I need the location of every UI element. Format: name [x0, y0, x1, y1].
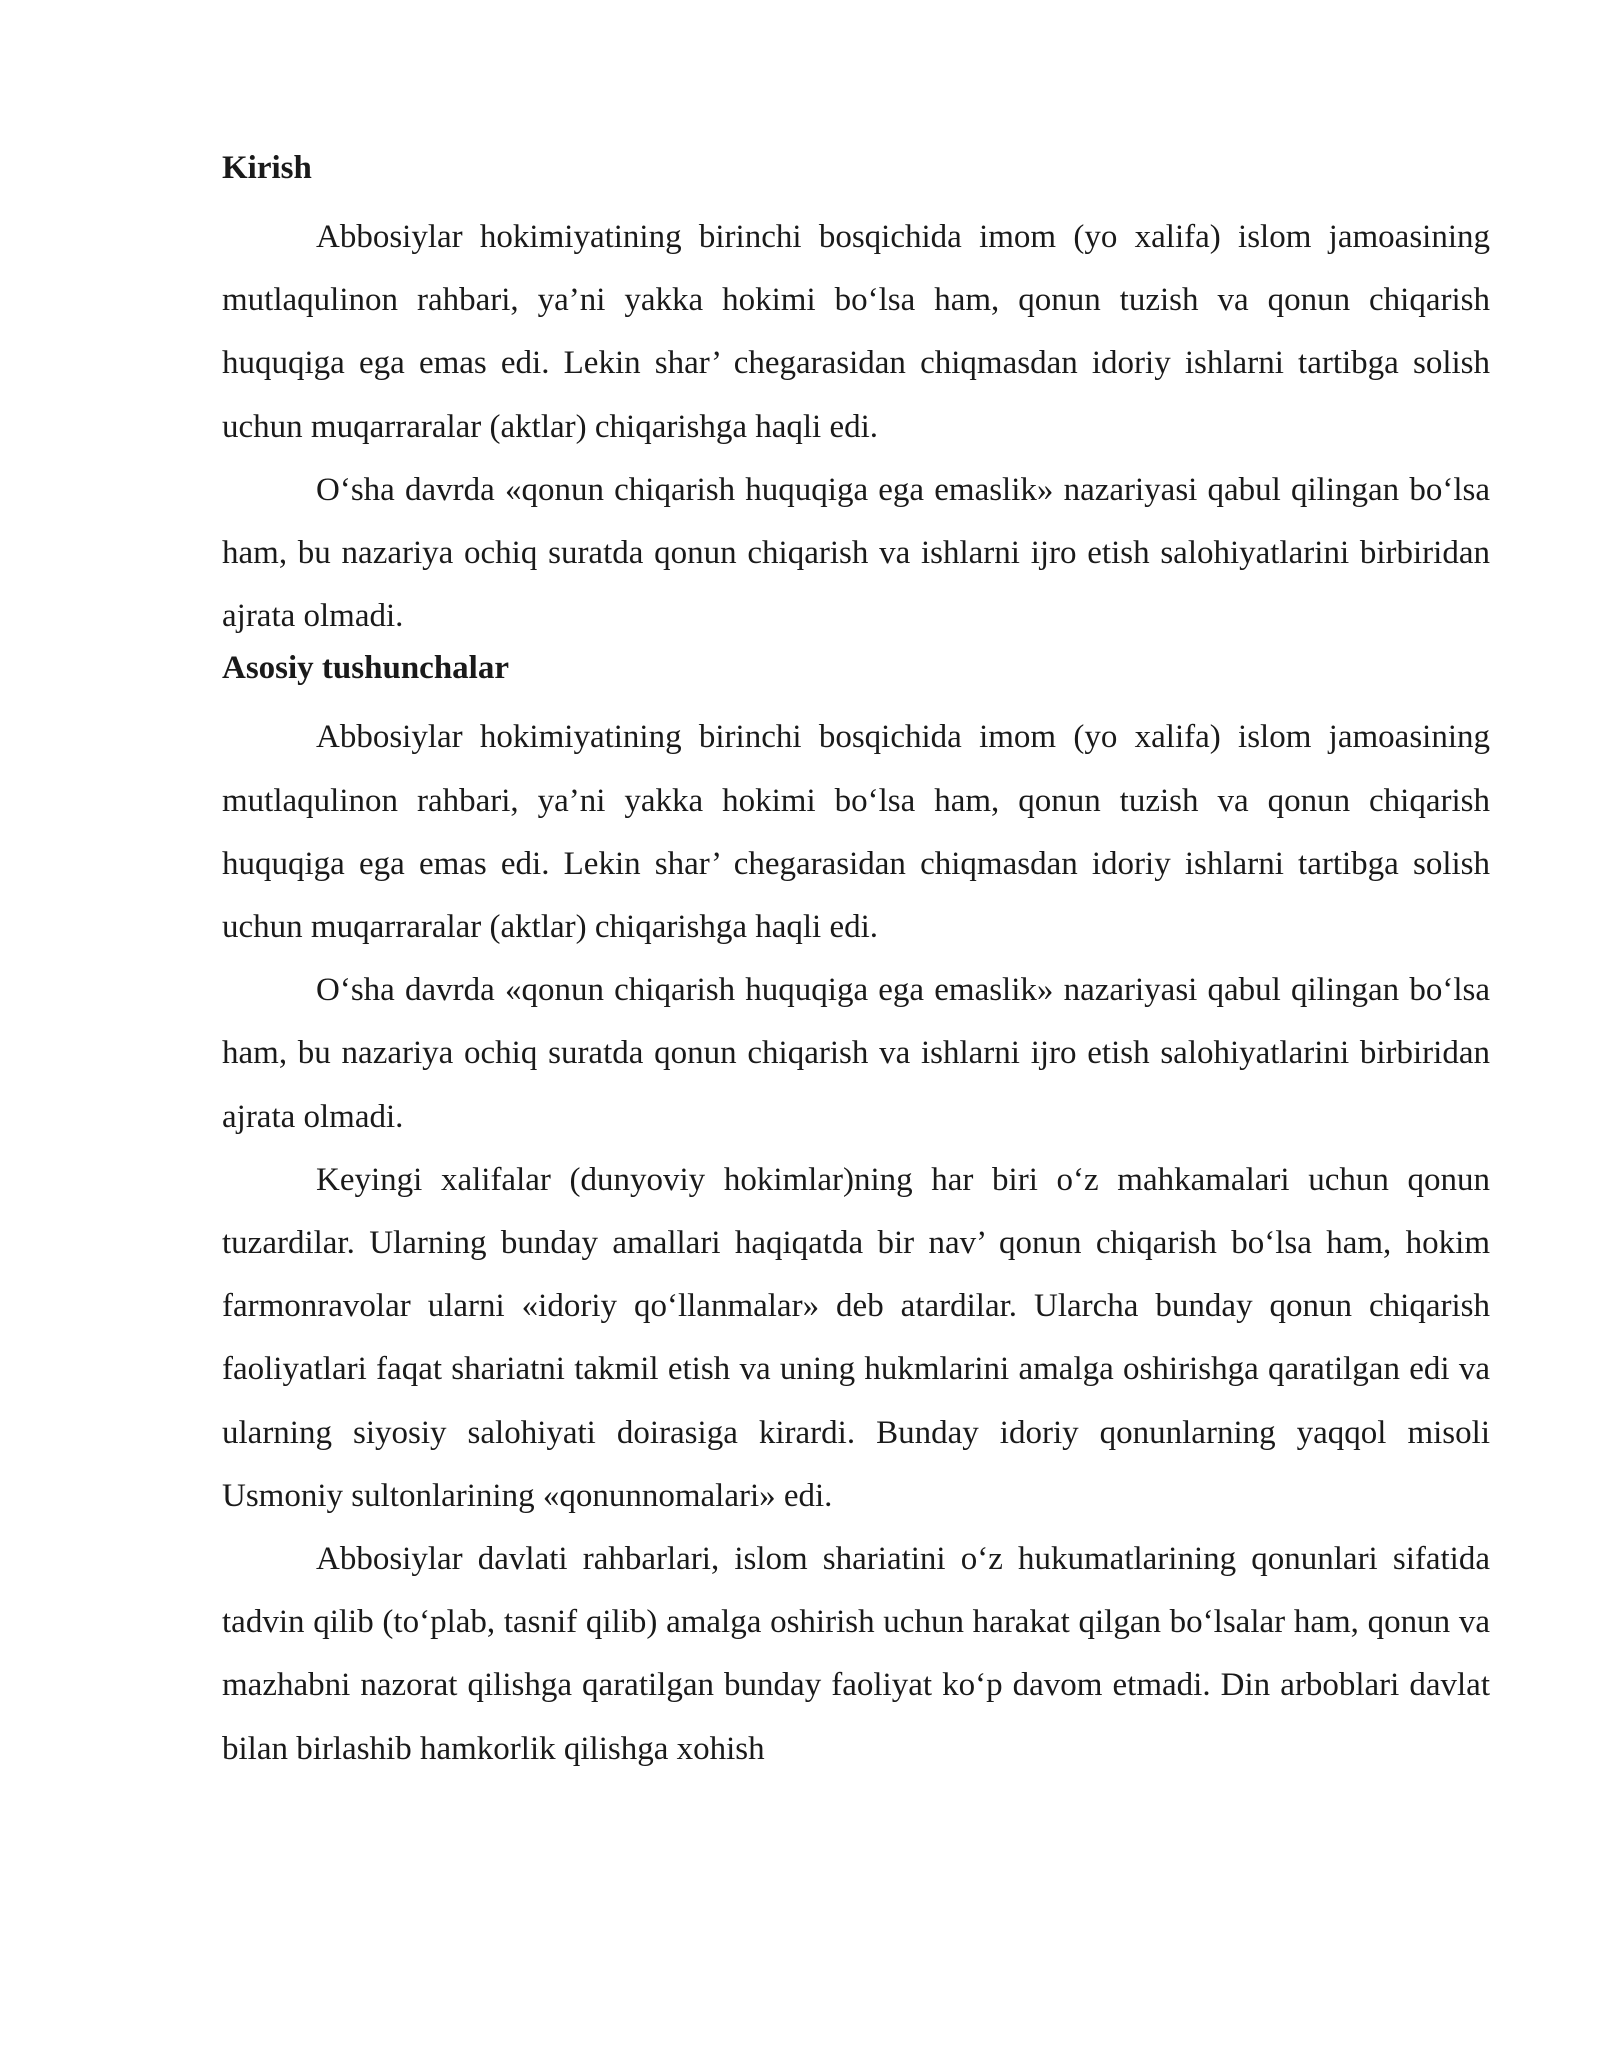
paragraph: O‘sha davrda «qonun chiqarish huquqiga ega emaslik» nazariyasi qabul qilingan bo‘lsa ham, bu nazariya ochiq suratda qonun chiqarish va ishlarni ijro etish salohiyatlarini birbiridan ajrata olmadi. — [222, 471, 1490, 635]
section-heading-asosiy-tushunchalar: Asosiy tushunchalar — [222, 650, 509, 687]
section-heading-kirish: Kirish — [222, 150, 312, 186]
paragraph: Abbosiylar hokimiyatining birinchi bosqichida imom (yo xalifa) islom jamoasining mutlaqulinon rahbari, ya’ni yakka hokimi bo‘lsa ham, qonun tuzish va qonun chiqarish huquqiga ega emas edi. Lekin shar’ chegarasidan chiqmasdan idoriy ishlarni tartibga solish uchun muqarraralar (aktlar) chiqarishga haqli edi. — [222, 219, 1490, 445]
paragraph: O‘sha davrda «qonun chiqarish huquqiga ega emaslik» nazariyasi qabul qilingan bo‘lsa ham, bu nazariya ochiq suratda qonun chiqarish va ishlarni ijro etish salohiyatlarini birbiridan ajrata olmadi. — [222, 972, 1490, 1135]
paragraph: Abbosiylar hokimiyatining birinchi bosqichida imom (yo xalifa) islom jamoasining mutlaqulinon rahbari, ya’ni yakka hokimi bo‘lsa ham, qonun tuzish va qonun chiqarish huquqiga ega emas edi. Lekin shar’ chegarasidan chiqmasdan idoriy ishlarni tartibga solish uchun muqarraralar (aktlar) chiqarishga haqli edi. — [222, 719, 1490, 946]
paragraph: Keyingi xalifalar (dunyoviy hokimlar)ning har biri o‘z mahkamalari uchun qonun tuzardilar. Ularning bunday amallari haqiqatda bir nav’ qonun chiqarish bo‘lsa ham, hokim farmonravolar ularni «idoriy qo‘llanmalar» deb atardilar. Ularcha bunday qonun chiqarish faoliyatlari faqat shariatni takmil etish va uning hukmlarini amalga oshirishga qaratilgan edi va ularning siyosiy salohiyati doirasiga kirardi. Bunday idoriy qonunlarning yaqqol misoli Usmoniy sultonlarining «qonunnomalari» edi. — [222, 1161, 1490, 1514]
paragraph: Abbosiylar davlati rahbarlari, islom shariatini o‘z hukumatlarining qonunlari sifatida tadvin qilib (to‘plab, tasnif qilib) amalga oshirish uchun harakat qilgan bo‘lsalar ham, qonun va mazhabni nazorat qilishga qaratilgan bunday faoliyat ko‘p davom etmadi. Din arboblari davlat bilan birlashib hamkorlik qilishga xohish — [222, 1541, 1490, 1767]
document-body — [222, 148, 1490, 1781]
